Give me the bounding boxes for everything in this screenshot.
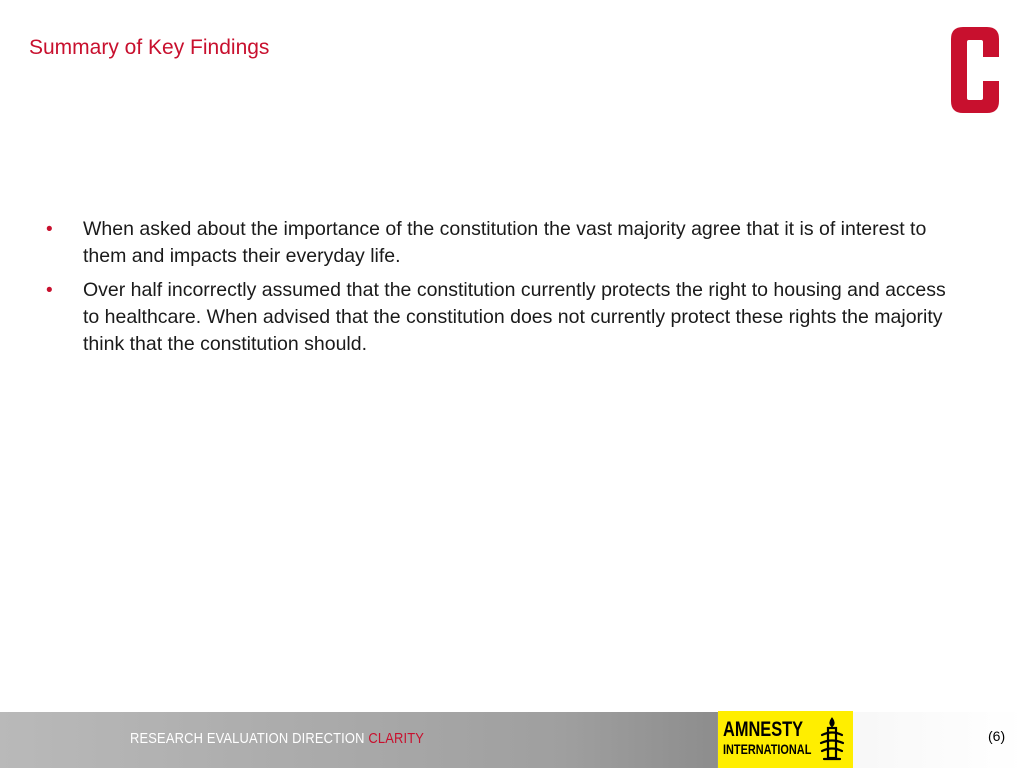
bullet-marker: •	[46, 280, 53, 301]
amnesty-line2: INTERNATIONAL	[723, 741, 812, 757]
footer-tagline	[130, 729, 424, 749]
amnesty-line1: AMNESTY	[723, 718, 804, 741]
key-findings-list	[46, 216, 946, 365]
amnesty-international-logo	[718, 711, 853, 768]
page-number: (6)	[988, 728, 1006, 744]
amnesty-wordmark	[723, 719, 811, 757]
list-item	[46, 216, 946, 270]
slide-title: Summary of Key Findings	[29, 36, 270, 59]
candle-barbed-wire-icon	[817, 715, 847, 765]
bullet-marker: •	[46, 219, 53, 240]
clarity-c-logo-icon	[951, 27, 999, 113]
list-item	[46, 277, 946, 358]
bullet-text: Over half incorrectly assumed that the constitution currently protects the right to housing and access to healthcare. When advised that the constitution does not currently protect these rights the majority think that the constitution should.	[83, 279, 946, 355]
tagline-main: RESEARCH EVALUATION DIRECTION	[130, 730, 369, 747]
bullet-text: When asked about the importance of the constitution the vast majority agree that it is of interest to them and impacts their everyday life.	[83, 218, 927, 267]
tagline-accent: CLARITY	[368, 730, 425, 747]
